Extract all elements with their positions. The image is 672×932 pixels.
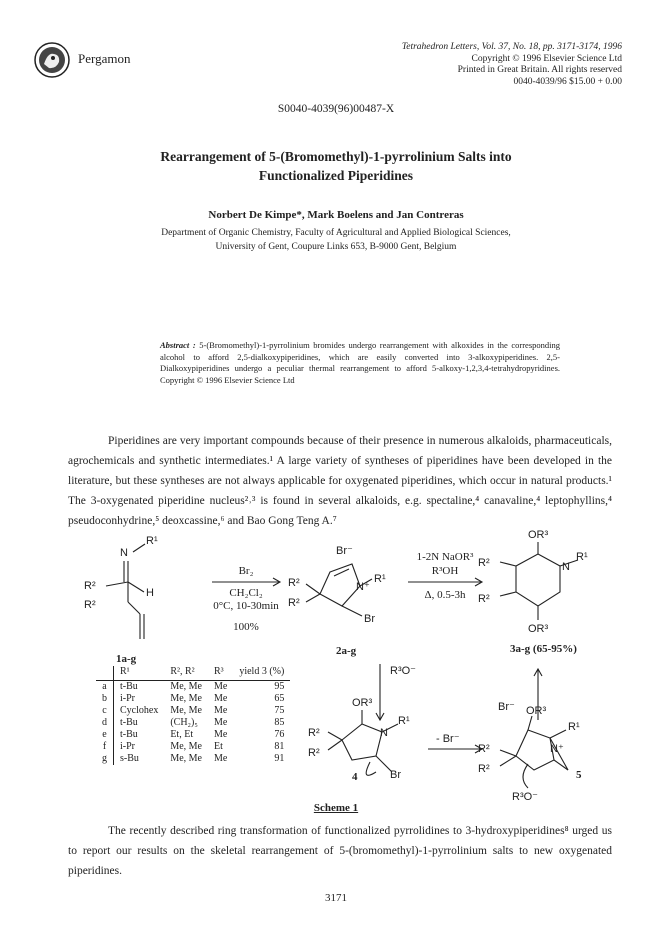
- c4-br: Br: [390, 769, 401, 781]
- table-cell: i-Pr: [120, 693, 135, 704]
- table-header-cell: [96, 666, 114, 681]
- table-cell: Et, Et: [170, 729, 194, 740]
- reagent2-top2: R³OH: [431, 565, 459, 577]
- table-cell: t-Bu: [120, 729, 138, 740]
- br-minus: - Br⁻: [436, 733, 460, 745]
- table-cell: f: [96, 741, 114, 753]
- c3-r2-top: R²: [478, 557, 490, 569]
- table-cell: (CH₂)₅: [170, 717, 198, 728]
- c3-or3-top: OR³: [528, 529, 549, 541]
- table-header-cell: R², R²: [164, 666, 208, 681]
- intro-paragraph: Piperidines are very important compounds because of their presence in numerous alkaloids, pharmaceuticals, agrochemicals and synthetic intermediates.¹ A large variety of syntheses of piperidines have been developed in the literature, but these syntheses are not always applicable for oxygenated piperidines, which occur in natural products.¹ The 3-oxygenated piperidine nucleus²˒³ is found in several alkaloids, e.g. spectaline,⁴ canavaline,⁴ leptophyllins,⁴ pseudoconhydrine,⁵ deoxcassine,⁶ and Bao Gong Teng A.⁷: [68, 435, 612, 527]
- c5-r2-bottom: R²: [478, 763, 490, 775]
- label-5: 5: [576, 769, 582, 781]
- c1-n: N: [120, 547, 128, 559]
- affiliation: [60, 226, 612, 254]
- table-cell: i-Pr: [120, 741, 135, 752]
- c2-n-plus: N⁺: [356, 581, 370, 593]
- table-cell: 75: [274, 705, 285, 716]
- affiliation-line-1: Department of Organic Chemistry, Faculty of Agricultural and Applied Biological Sciences,: [161, 228, 511, 238]
- table-row: [96, 717, 290, 729]
- c3-r1: R¹: [576, 551, 588, 563]
- table-row: [96, 741, 290, 753]
- copyright-line: Copyright © 1996 Elsevier Science Ltd: [471, 53, 622, 64]
- table-cell: 95: [274, 681, 285, 692]
- c1-h: H: [146, 587, 154, 599]
- table-row: [96, 753, 290, 765]
- title-line-1: Rearrangement of 5-(Bromomethyl)-1-pyrrolinium Salts into: [160, 149, 512, 164]
- price-line: 0040-4039/96 $15.00 + 0.00: [513, 76, 622, 87]
- c5-n-plus: N⁺: [550, 743, 564, 755]
- table-cell: e: [96, 729, 114, 741]
- reagent1-bottom2: 0°C, 10-30min: [213, 600, 279, 612]
- table-row: [96, 693, 290, 705]
- title-line-2: Functionalized Piperidines: [258, 168, 414, 183]
- c2-r2-bottom: R²: [288, 597, 300, 609]
- table-row: [96, 681, 290, 694]
- table-cell: Et: [214, 741, 223, 752]
- c2-r2-top: R²: [288, 577, 300, 589]
- journal-info: [292, 42, 622, 88]
- table-cell: Me: [214, 681, 228, 692]
- table-cell: Me, Me: [170, 753, 202, 764]
- table-cell: t-Bu: [120, 717, 138, 728]
- c5-r2-top: R²: [478, 743, 490, 755]
- reagent2-bottom: Δ, 0.5-3h: [424, 589, 466, 601]
- c4-or3: OR³: [352, 697, 373, 709]
- table-cell: Me: [214, 693, 228, 704]
- c5-br-counterion: Br⁻: [498, 701, 515, 713]
- table-cell: d: [96, 717, 114, 729]
- table-cell: 76: [274, 729, 285, 740]
- printed-line: Printed in Great Britain. All rights reserved: [457, 65, 622, 75]
- pii-code: S0040-4039(96)00487-X: [277, 103, 395, 115]
- label-4: 4: [352, 771, 358, 783]
- table-cell: Me, Me: [170, 705, 202, 716]
- publisher-name: Pergamon: [78, 51, 131, 66]
- second-paragraph: The recently described ring transformation of functionalized pyrrolidines to 3-hydroxypiperidines⁸ urged us to report our results on the skeletal rearrangement of 5-(bromomethyl)-1-pyrrolinium salts to new oxygenated piperidines.: [68, 825, 612, 877]
- reagent2-top1: 1-2N NaOR³: [416, 551, 474, 563]
- table-cell: 65: [274, 693, 285, 704]
- table-cell: t-Bu: [120, 681, 138, 692]
- c2-br-counterion: Br⁻: [336, 545, 353, 557]
- table-header-row: [96, 666, 290, 681]
- c3-or3-bottom: OR³: [528, 623, 549, 635]
- table-cell: b: [96, 693, 114, 705]
- table-header-cell: R³: [208, 666, 233, 681]
- ro-minus-1: R³O⁻: [390, 665, 416, 677]
- table-cell: 91: [274, 753, 285, 764]
- c2-br: Br: [364, 613, 375, 625]
- substituent-table-body: [96, 666, 290, 765]
- c4-r1: R¹: [398, 715, 410, 727]
- table-cell: c: [96, 705, 114, 717]
- table-row: [96, 705, 290, 717]
- table-cell: Me: [214, 705, 228, 716]
- table-cell: Me, Me: [170, 741, 202, 752]
- page-number: 3171: [325, 892, 347, 904]
- c2-r1: R¹: [374, 573, 386, 585]
- table-cell: 85: [274, 717, 285, 728]
- affiliation-line-2: University of Gent, Coupure Links 653, B-9000 Gent, Belgium: [215, 242, 457, 252]
- table-cell: s-Bu: [120, 753, 139, 764]
- label-1: 1a-g: [116, 653, 137, 665]
- c5-r1: R¹: [568, 721, 580, 733]
- journal-line: Tetrahedron Letters, Vol. 37, No. 18, pp. 3171-3174, 1996: [401, 42, 622, 52]
- table-cell: a: [96, 681, 114, 694]
- table-cell: Me: [214, 729, 228, 740]
- table-cell: Cyclohex: [120, 705, 159, 716]
- substituent-table: [96, 666, 290, 765]
- c1-r1: R¹: [146, 535, 158, 547]
- reagent1-bottom1: CH₂Cl₂: [229, 587, 263, 599]
- c1-r2-bottom: R²: [84, 599, 96, 611]
- c4-r2-bottom: R²: [308, 747, 320, 759]
- table-row: [96, 729, 290, 741]
- table-cell: Me, Me: [170, 681, 202, 692]
- c3-r2-bottom: R²: [478, 593, 490, 605]
- reagent1-yield: 100%: [233, 621, 259, 633]
- scheme-title: Scheme 1: [313, 802, 359, 814]
- c5-or3: OR³: [526, 705, 547, 717]
- c4-n: N: [380, 727, 388, 739]
- c4-r2-top: R²: [308, 727, 320, 739]
- abstract-label: Abstract :: [160, 340, 196, 350]
- c3-n: N: [562, 561, 570, 573]
- reagent1-top: Br₂: [238, 565, 254, 577]
- pergamon-logo: [34, 42, 70, 78]
- authors: Norbert De Kimpe*, Mark Boelens and Jan Contreras: [208, 209, 464, 221]
- label-3: 3a-g (65-95%): [510, 643, 577, 655]
- abstract: [160, 340, 560, 386]
- table-cell: Me: [214, 753, 228, 764]
- table-header-cell: R¹: [114, 666, 165, 681]
- label-2: 2a-g: [336, 645, 357, 657]
- ro-minus-2: R³O⁻: [512, 791, 538, 803]
- table-header-cell: yield 3 (%): [233, 666, 290, 681]
- abstract-text: 5-(Bromomethyl)-1-pyrrolinium bromides undergo rearrangement with alkoxides in the corresponding alcohol to afford 2,5-dialkoxypiperidines, which are easily converted into 3-alkoxypiperidines. 2,5-Dialkoxypiperidines undergo a peculiar thermal rearrangement to afford 5-alkoxy-1,2,3,4-tetrahydropyridines. Copyright © 1996 Elsevier Science Ltd: [160, 340, 561, 385]
- table-cell: Me: [214, 717, 228, 728]
- table-cell: g: [96, 753, 114, 765]
- table-cell: Me, Me: [170, 693, 202, 704]
- c1-r2-top: R²: [84, 580, 96, 592]
- article-title: [60, 147, 612, 185]
- table-cell: 81: [274, 741, 285, 752]
